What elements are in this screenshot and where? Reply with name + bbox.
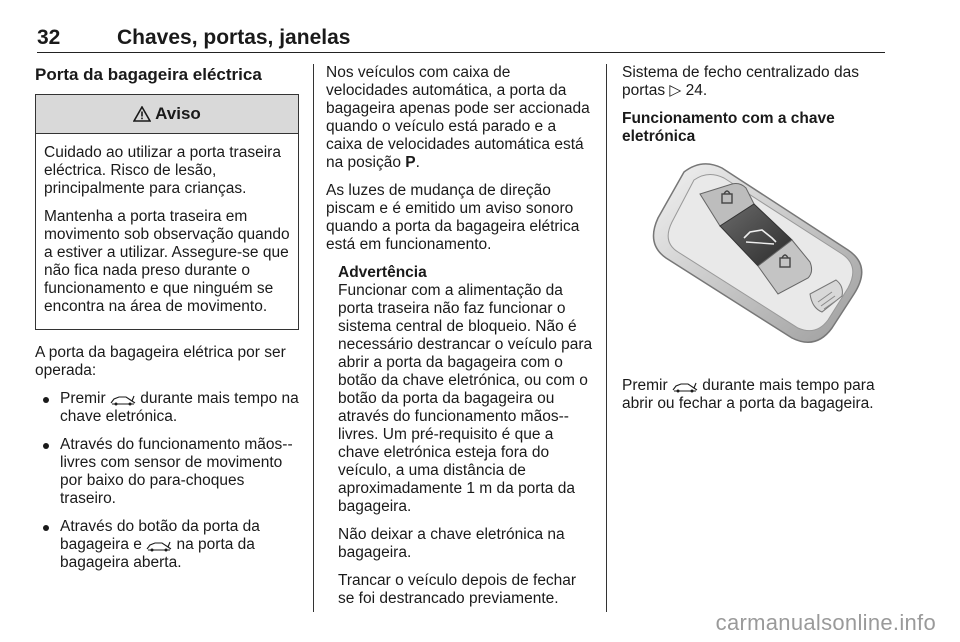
bullet: [43, 443, 49, 449]
watermark: carmanualsonline.info: [715, 610, 936, 635]
advertencia-title: Advertência: [338, 264, 427, 281]
column-divider: [313, 64, 314, 612]
paragraph: [622, 377, 888, 413]
section-title: Porta da bagageira eléctrica: [35, 65, 262, 84]
item-text: Premir: [60, 390, 110, 407]
list-item: [35, 518, 299, 572]
warning-body: [36, 134, 298, 329]
column-2: [326, 64, 594, 618]
page-ref-arrow-icon: ▷: [669, 82, 682, 99]
item-text: na porta da bagageira aberta.: [60, 536, 255, 571]
warning-text: Cuidado ao utilizar a porta traseira eléctrica. Risco de lesão, principalmente para crianças.: [44, 144, 281, 197]
intro-text: A porta da bagageira elétrica por ser operada:: [35, 344, 286, 379]
item-text: durante mais tempo na chave eletrónica.: [60, 390, 299, 425]
item-text: Através do botão da porta da bagageira e: [60, 518, 260, 553]
warning-title: Aviso: [155, 104, 201, 123]
warning-text: Mantenha a porta traseira em movimento sob observação quando a estiver a utilizar. Assegure-se que não fica nada preso durante o funcionamento e que ninguém se encontra na área de movimento.: [44, 208, 290, 315]
warning-box: [35, 94, 299, 330]
car-tailgate-icon: [146, 539, 172, 551]
item-text: Através do funcionamento mãos--livres com sensor de movimento por baixo do para-choques traseiro.: [60, 436, 293, 507]
column-divider: [606, 64, 607, 612]
bullet-list: [35, 390, 299, 572]
paragraph: [622, 64, 888, 100]
chapter-title: Chaves, portas, janelas: [117, 26, 351, 49]
text: Premir: [622, 377, 672, 394]
paragraph: Não deixar a chave eletrónica na bagageira.: [338, 526, 565, 561]
warning-triangle-icon: [133, 106, 151, 122]
text: .: [415, 154, 420, 171]
warning-header: [36, 95, 298, 134]
text: durante mais tempo para abrir ou fechar a porta da bagageira.: [622, 377, 875, 412]
list-item: [35, 390, 299, 426]
car-tailgate-icon: [672, 380, 698, 392]
car-tailgate-icon: [110, 393, 136, 405]
key-fob-illustration: [622, 154, 884, 361]
paragraph: [326, 64, 594, 172]
paragraph: Funcionar com a alimentação da porta traseira não faz funcionar o sistema central de bloqueio. Não é necessário destrancar o veículo para abrir a porta da bagageira com o botão da chave eletrónica, ou com o botão da porta da bagageira ou através do funcionamento mãos--livres. Um pré-requisito é que a chave eletrónica esteja fora do veículo, a uma distância de aproximadamente 1 m da porta da bagageira.: [338, 282, 593, 515]
column-3: [622, 64, 888, 423]
column-1: [35, 64, 299, 582]
gear-position: P: [405, 154, 416, 171]
text: Nos veículos com caixa de velocidades automática, a porta da bagageira apenas pode ser accionada quando o veículo está parado e a caixa de velocidades automática está na posição: [326, 64, 590, 171]
advertencia-block: [326, 264, 594, 608]
bullet: [43, 525, 49, 531]
page-header: [37, 26, 885, 53]
bullet: [43, 397, 49, 403]
text: Sistema de fecho centralizado das portas: [622, 64, 859, 99]
text: 24.: [681, 82, 708, 99]
list-item: [35, 436, 299, 508]
subheading: Funcionamento com a chave eletrónica: [622, 110, 835, 145]
page-number: 32: [37, 26, 61, 49]
paragraph: As luzes de mudança de direção piscam e é emitido um aviso sonoro quando a porta da bagageira elétrica está em funcionamento.: [326, 182, 580, 253]
paragraph: Trancar o veículo depois de fechar se foi destrancado previamente.: [338, 572, 577, 607]
